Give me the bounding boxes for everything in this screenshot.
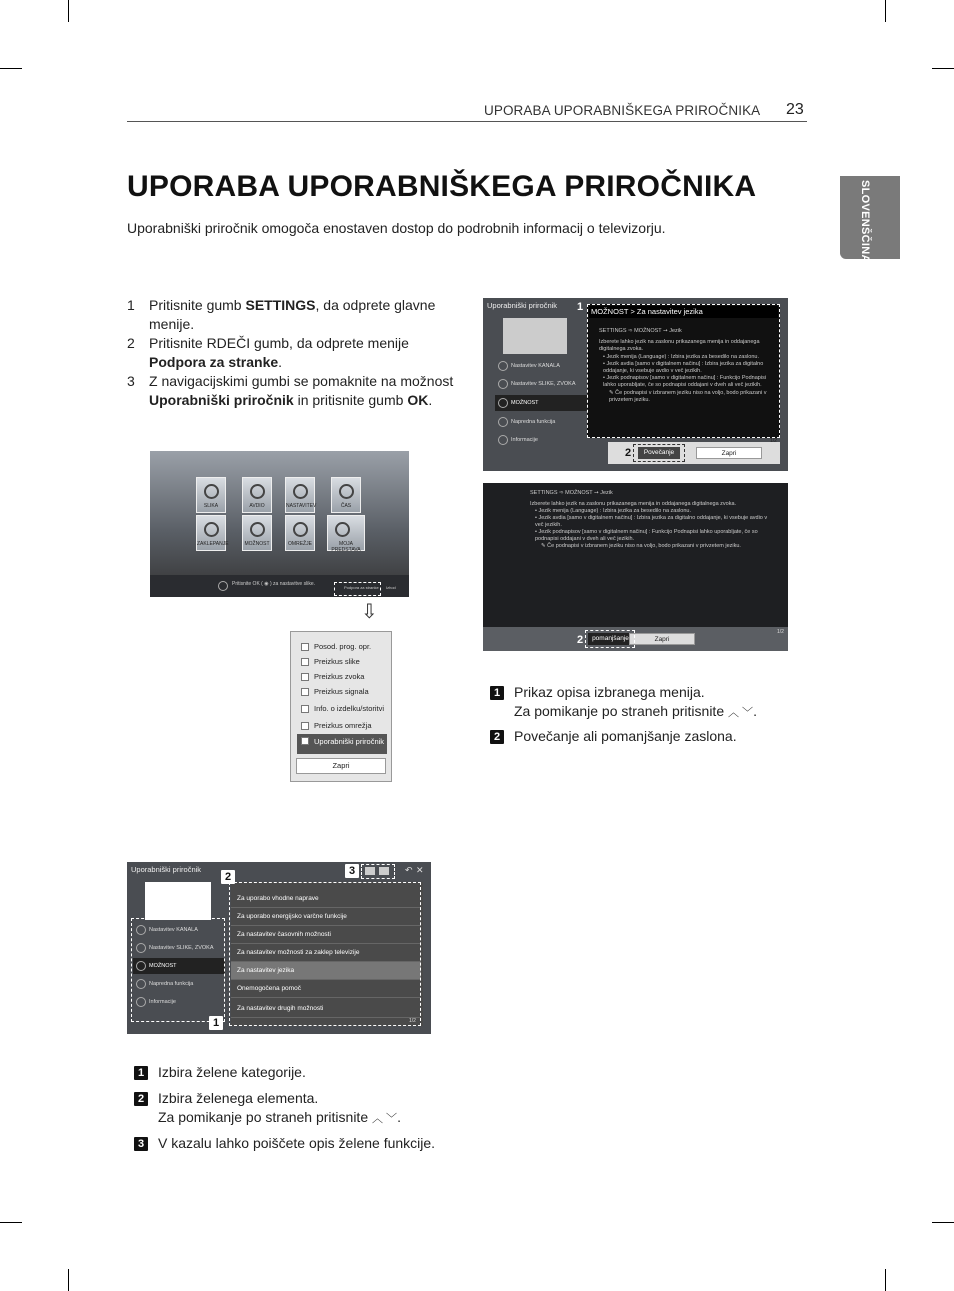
category-label: MOŽNOST — [149, 963, 177, 969]
info-icon — [498, 435, 508, 445]
ok-button-icon — [218, 581, 228, 591]
legend-text: Izbira želenega elementa. — [158, 1090, 319, 1106]
advanced-icon — [498, 417, 508, 427]
close-button[interactable]: Zapri — [629, 633, 695, 645]
callout-badge-2: 2 — [576, 634, 584, 646]
tile-label: MOŽNOST — [244, 541, 270, 547]
category-label: Informacije — [149, 999, 176, 1005]
callout-badge-1: 1 — [209, 1016, 223, 1030]
user-guide-screenshot-index — [127, 862, 431, 1034]
tile-cas[interactable] — [331, 477, 361, 513]
support-menu — [290, 631, 392, 782]
menu-item[interactable] — [297, 670, 387, 684]
legend-text: Za pomikanje po straneh pritisnite — [514, 703, 725, 719]
tile-nastavitev[interactable] — [285, 477, 315, 513]
panel-body: • Jezik avdia [samo v digitalnem načinu] : Izbira jezika za digitalno oddajanje, ki vsebuje avdio v več jezikih. — [603, 361, 764, 374]
toolbar — [363, 865, 425, 879]
picture-icon — [204, 484, 219, 499]
category-label: Napredna funkcija — [511, 419, 556, 425]
callout-badge-2: 2 — [624, 447, 632, 459]
media-icon — [335, 522, 350, 537]
legend-item — [134, 1134, 435, 1153]
checkbox-icon — [301, 722, 309, 730]
tile-label: AVDIO — [249, 503, 265, 509]
chevron-up-down-icon: ︿ ﹀ — [728, 707, 754, 719]
step-item — [127, 296, 457, 334]
legend-item: 2 Izbira želenega elementa. Za pomikanje po straneh pritisnite ︿ ﹀. — [134, 1089, 401, 1129]
user-guide-screenshot-zoom — [483, 298, 788, 471]
close-icon[interactable]: ✕ — [416, 865, 424, 875]
step-text: Pritisnite RDEČI gumb, da odprete menije — [149, 335, 409, 351]
menu-item-label: Uporabniški priročnik — [314, 737, 385, 746]
legend-badge: 2 — [134, 1092, 148, 1106]
list-item[interactable]: Za nastavitev jezika — [231, 962, 421, 980]
step-text: . — [428, 392, 433, 408]
legend-text: Izbira želene kategorije. — [158, 1064, 306, 1080]
step-bold: SETTINGS — [245, 297, 316, 313]
page-title: UPORABA UPORABNIŠKEGA PRIROČNIKA — [127, 170, 757, 203]
menu-close-button[interactable]: Zapri — [296, 758, 386, 774]
menu-item[interactable] — [297, 702, 387, 716]
tile-moja-predstava[interactable] — [327, 515, 365, 551]
category-label: Nastavitev KANALA — [149, 927, 198, 933]
shrink-button[interactable]: pomanjšanje — [588, 633, 633, 645]
highlight-frame — [585, 630, 635, 648]
menu-item[interactable] — [297, 719, 387, 733]
globe-icon — [293, 522, 308, 537]
category-item[interactable] — [495, 395, 587, 411]
home-menu-screenshot — [150, 451, 409, 597]
step-number: 3 — [127, 373, 135, 389]
legend-text: Povečanje ali pomanjšanje zaslona. — [514, 728, 737, 744]
crop-mark — [885, 1269, 886, 1291]
list-item[interactable]: Za nastavitev možnosti za zaklep televizije — [231, 944, 421, 962]
description-panel — [587, 304, 780, 438]
category-label: MOŽNOST — [511, 400, 539, 406]
crop-mark — [932, 1222, 954, 1223]
crop-mark — [0, 1222, 22, 1223]
category-list — [489, 358, 579, 450]
callout-badge-2: 2 — [221, 870, 235, 884]
step-bold: Podpora za stranke — [149, 354, 279, 370]
highlight-frame — [334, 582, 381, 596]
panel-title: MOŽNOST > Za nastavitev jezika — [589, 306, 778, 318]
step-text: in pritisnite gumb — [293, 392, 408, 408]
panel-breadcrumb: SETTINGS ➾ MOŽNOST ➙ Jezik — [530, 490, 613, 496]
user-guide-screenshot-fullscreen — [483, 483, 788, 651]
tile-label: ČAS — [340, 503, 352, 509]
menu-item[interactable] — [297, 655, 387, 669]
page-indicator: 1/2 — [770, 438, 777, 444]
tile-omrezje[interactable] — [285, 515, 315, 551]
gear-icon — [498, 398, 508, 408]
guide-title: Uporabniški priročnik — [487, 301, 558, 310]
step-item — [127, 334, 457, 372]
step-text: Pritisnite gumb — [149, 297, 246, 313]
menu-item-label: Preizkus slike — [314, 657, 360, 666]
step-bold: OK — [407, 392, 429, 408]
crop-mark — [885, 0, 886, 22]
checkbox-icon — [301, 658, 309, 666]
step-text: , da odprete glavne menije. — [149, 297, 436, 332]
category-label: Nastavitev SLIKE, ZVOKA — [149, 945, 214, 951]
panel-body: Izberete lahko jezik na zaslonu prikazanega menija in oddajanega digitalnega zvoka. — [599, 339, 760, 352]
menu-item-label: Info. o izdelku/storitvi — [314, 704, 385, 713]
legend-badge: 1 — [134, 1066, 148, 1080]
clock-icon — [339, 484, 354, 499]
page-indicator: 1/2 — [409, 1018, 416, 1024]
tile-zaklepanje[interactable] — [196, 515, 229, 551]
panel-breadcrumb: SETTINGS ➾ MOŽNOST ➙ Jezik — [599, 328, 682, 334]
menu-item-label: Preizkus zvoka — [314, 672, 365, 681]
highlight-frame — [633, 444, 685, 462]
back-icon[interactable]: ↶ — [405, 865, 413, 875]
menu-item[interactable] — [297, 640, 387, 654]
menu-item-label: Posod. prog. opr. — [314, 642, 372, 651]
panel-body: • Jezik podnapisov [samo v digitalnem načinu] : Funkcijo Podnapisi lahko uporabljate, če so podnapisi oddajani v dveh ali več jezikih. — [603, 375, 767, 388]
category-list — [127, 922, 227, 1026]
legend-text: Za pomikanje po straneh pritisnite — [158, 1109, 369, 1125]
language-tab — [840, 176, 900, 263]
panel-body: • Jezik podnapisov [samo v digitalnem načinu] : Funkcijo Podnapisi lahko uporabljate, če so podnapisi oddajani v dveh ali več jezikih. — [535, 529, 758, 542]
button-bar — [483, 627, 788, 651]
step-item — [127, 372, 457, 410]
category-label: Nastavitev SLIKE, ZVOKA — [511, 381, 576, 387]
tile-label: MOJA PREDSTAVA — [331, 541, 361, 553]
crop-mark — [932, 68, 954, 69]
callout-badge-3: 3 — [345, 864, 359, 878]
book-icon — [301, 737, 309, 745]
page-indicator: 1/2 — [777, 629, 784, 635]
category-item[interactable] — [495, 376, 587, 392]
menu-item-label: Preizkus signala — [314, 687, 369, 696]
legend-badge: 3 — [134, 1137, 148, 1151]
legend-item — [490, 727, 737, 746]
panel-body: • Jezik avdia [samo v digitalnem načinu] : Izbira jezika za digitalno oddajanje, ki vsebuje avdio v več jezikih. — [535, 515, 768, 528]
category-label: Napredna funkcija — [149, 981, 194, 987]
steps-list — [127, 296, 457, 410]
guide-title: Uporabniški priročnik — [131, 865, 202, 874]
panel-body: • Jezik menija (Language) : Izbira jezika za besedilo na zaslonu. — [603, 354, 760, 360]
step-text: . — [278, 354, 283, 370]
lock-icon — [204, 522, 219, 537]
item-list — [231, 882, 423, 1026]
step-text: Z navigacijskimi gumbi se pomaknite na možnost — [149, 373, 454, 389]
panel-body: • Jezik menija (Language) : Izbira jezika za besedilo na zaslonu. — [535, 508, 692, 514]
list-item[interactable]: Za nastavitev časovnih možnosti — [231, 926, 421, 944]
highlight-frame — [587, 304, 780, 438]
checkbox-icon — [301, 688, 309, 696]
step-number: 2 — [127, 335, 135, 351]
briefcase-icon — [250, 522, 265, 537]
callout-badge-1: 1 — [576, 301, 584, 313]
exit-link[interactable]: Izhod — [386, 585, 396, 590]
list-item[interactable]: Za uporabo energijsko varčne funkcije — [231, 908, 421, 926]
legend-item — [134, 1063, 306, 1082]
legend-text: V kazalu lahko poiščete opis želene funkcije. — [158, 1135, 436, 1151]
arrow-down-icon: ⇩ — [361, 601, 378, 623]
list-item[interactable]: Za uporabo vhodne naprave — [231, 890, 421, 908]
list-item[interactable]: Za nastavitev drugih možnosti — [231, 1000, 421, 1018]
home-hint: Pritisnite OK ( ◉ ) za nastavitve slike. — [232, 581, 315, 587]
category-label: Nastavitev KANALA — [511, 363, 560, 369]
tile-label: OMREŽJE — [288, 541, 312, 547]
legend-right — [490, 683, 810, 743]
home-status-bar — [150, 575, 409, 597]
picture-icon — [498, 379, 508, 389]
language-tab-label: SLOVENŠČINA — [859, 180, 871, 263]
category-label: Informacije — [511, 437, 538, 443]
tile-slika[interactable] — [196, 477, 226, 513]
legend-left — [134, 1063, 464, 1153]
channel-icon — [498, 361, 508, 371]
tile-moznost[interactable] — [242, 515, 272, 551]
checkbox-icon — [301, 643, 309, 651]
preview-thumbnail — [503, 318, 567, 354]
page-number: 23 — [786, 101, 804, 118]
legend-badge: 2 — [490, 730, 504, 744]
speaker-icon — [250, 484, 265, 499]
checkbox-icon — [301, 673, 309, 681]
legend-item: 1 Prikaz opisa izbranega menija. Za pomikanje po straneh pritisnite ︿ ﹀. — [490, 683, 757, 723]
menu-item-user-guide[interactable] — [297, 734, 387, 754]
category-item[interactable] — [495, 432, 587, 448]
checkbox-icon — [301, 705, 309, 713]
list-item[interactable]: Onemogočena pomoč — [231, 980, 421, 998]
step-bold: Uporabniški priročnik — [149, 392, 294, 408]
highlight-frame — [131, 918, 225, 1022]
crop-mark — [68, 1269, 69, 1291]
highlight-frame — [229, 882, 421, 1026]
crop-mark — [68, 0, 69, 22]
tile-label: SLIKA — [203, 503, 219, 509]
chevron-up-down-icon: ︿ ﹀ — [372, 1113, 398, 1125]
panel-body: ✎ Če podnapisi v izbranem jeziku niso na voljo, bodo prikazani v privzetem jeziku. — [541, 543, 741, 549]
tile-avdio[interactable] — [242, 477, 272, 513]
preview-thumbnail — [145, 882, 211, 920]
tile-label: ZAKLEPANJE — [197, 541, 229, 547]
zoom-button[interactable]: Povečanje — [638, 447, 680, 459]
menu-item-label: Preizkus omrežja — [314, 721, 372, 730]
crop-mark — [0, 68, 22, 69]
menu-item[interactable] — [297, 685, 387, 699]
close-button[interactable]: Zapri — [696, 447, 762, 459]
highlight-frame — [361, 864, 395, 879]
running-title: UPORABA UPORABNIŠKEGA PRIROČNIKA — [484, 103, 761, 118]
tile-label: NASTAVITEV — [286, 503, 317, 509]
satellite-icon — [293, 484, 308, 499]
category-item[interactable] — [495, 358, 587, 374]
support-link[interactable]: Podpora za stranke — [344, 585, 379, 590]
panel-body: Izberete lahko jezik na zaslonu prikazanega menija in oddajanega digitalnega zvoka. — [530, 501, 737, 507]
panel-body: ✎ Če podnapisi v izbranem jeziku niso na voljo, bodo prikazani v privzetem jeziku. — [609, 390, 767, 403]
legend-badge: 1 — [490, 686, 504, 700]
category-item[interactable] — [495, 414, 587, 430]
legend-text: Prikaz opisa izbranega menija. — [514, 684, 705, 700]
intro-paragraph: Uporabniški priročnik omogoča enostaven dostop do podrobnih informacij o televizorju. — [127, 220, 666, 236]
header-rule — [127, 121, 807, 122]
step-number: 1 — [127, 297, 135, 313]
